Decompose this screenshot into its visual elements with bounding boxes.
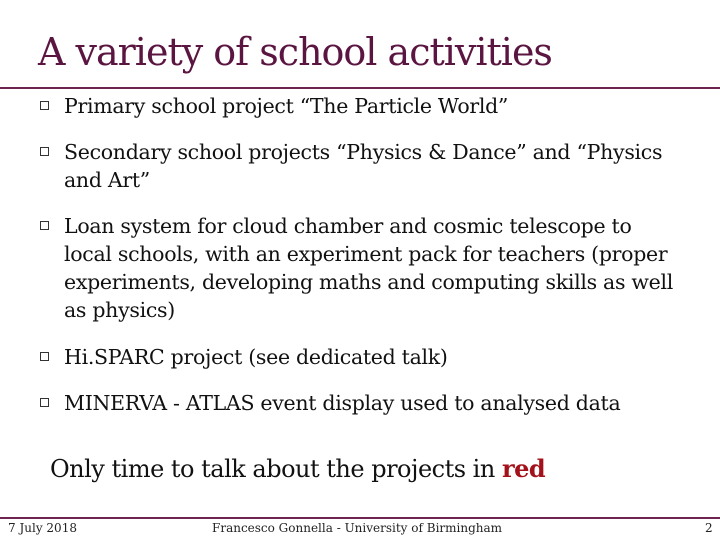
- bullet-item: [38, 138, 678, 194]
- bullet-text: Secondary school projects “Physics & Dance” and “Physics and Art”: [64, 140, 663, 192]
- callout-prefix: Only time to talk about the projects in: [50, 455, 502, 483]
- square-bullet-icon: [40, 221, 49, 230]
- callout-text: [50, 454, 545, 483]
- footer-date: 7 July 2018: [8, 521, 77, 535]
- square-bullet-icon: [40, 352, 49, 361]
- square-bullet-icon: [40, 147, 49, 156]
- footer-divider: [0, 517, 720, 519]
- title-divider: [0, 87, 720, 89]
- bullet-item: [38, 389, 678, 417]
- bullet-item: [38, 212, 678, 324]
- bullet-item: [38, 92, 678, 120]
- bullet-list: [38, 92, 678, 417]
- footer-author: Francesco Gonnella - University of Birmingham: [212, 521, 503, 535]
- bullet-item: [38, 343, 678, 371]
- bullet-text: Hi.SPARC project (see dedicated talk): [64, 345, 448, 369]
- bullet-text: Loan system for cloud chamber and cosmic telescope to local schools, with an experiment pack for teachers (proper experiments, developing maths and computing skills as well as physics): [64, 214, 673, 322]
- slide-title: A variety of school activities: [38, 30, 552, 74]
- bullet-text: MINERVA - ATLAS event display used to analysed data: [64, 391, 621, 415]
- page-number: 2: [705, 521, 713, 535]
- square-bullet-icon: [40, 101, 49, 110]
- callout-highlight: red: [501, 454, 546, 483]
- square-bullet-icon: [40, 398, 49, 407]
- bullet-text: Primary school project “The Particle World”: [64, 94, 509, 118]
